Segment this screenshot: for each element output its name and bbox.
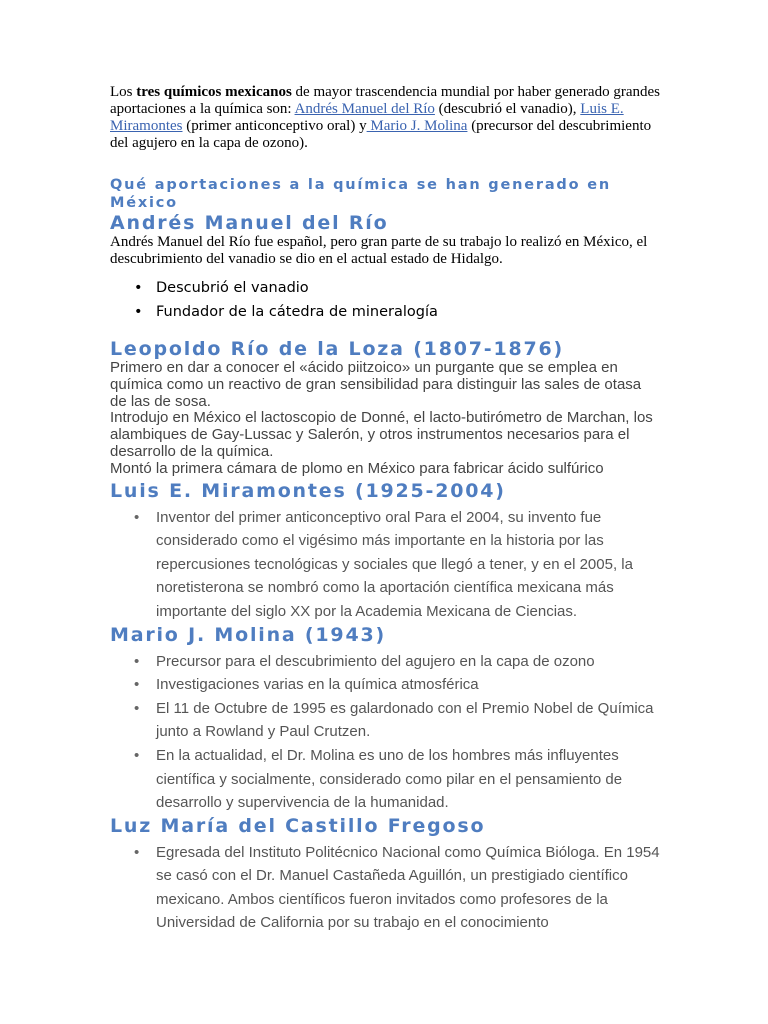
- link-andres-manuel-del-rio[interactable]: Andrés Manuel del Río: [294, 101, 435, 117]
- molina-list: [110, 650, 660, 815]
- list-item: • Egresada del Instituto Politécnico Nacional como Química Bióloga. En 1954 se casó con el Dr. Manuel Castañeda Aguillón, un prestigiado científico mexicano. Ambos científicos fueron invitados como profesores de la Universidad de California por su trabajo en el conocimiento: [156, 841, 660, 935]
- heading-andres-manuel-del-rio: Andrés Manuel del Río: [110, 212, 389, 234]
- list-item: • Inventor del primer anticonceptivo oral Para el 2004, su invento fue considerado como el vigésimo más importante en la historia por las repercusiones tecnológicas y sociales que llegó a tener, y en el 2005, la noretisterona se nombró como la aportación científica mexicana más importante del siglo XX por la Academia Mexicana de Ciencias.: [156, 506, 660, 624]
- list-item: • Fundador de la cátedra de mineralogía: [156, 300, 660, 324]
- heading-mario-molina: Mario J. Molina (1943): [110, 623, 386, 646]
- rio-list: [110, 276, 660, 324]
- list-item: • Precursor para el descubrimiento del agujero en la capa de ozono: [156, 650, 660, 674]
- miramontes-list: [110, 506, 660, 624]
- list-item: • Investigaciones varias en la química atmosférica: [156, 673, 660, 697]
- list-item: • En la actualidad, el Dr. Molina es uno de los hombres más influyentes científica y socialmente, considerado como pilar en el pensamiento de desarrollo y supervivencia de la humanidad.: [156, 744, 660, 815]
- intro-paragraph: [110, 84, 660, 152]
- list-item: • Descubrió el vanadio: [156, 276, 660, 300]
- loza-paragraph-3: Montó la primera cámara de plomo en México para fabricar ácido sulfúrico: [110, 459, 604, 477]
- intro-text: Los: [110, 84, 137, 100]
- loza-paragraph-2: Introdujo en México el lactoscopio de Donné, el lacto-butirómetro de Marchan, los alambiques de Gay-Lussac y Salerón, y otros instrumentos necesarios para el desarrollo de la química.: [110, 409, 653, 460]
- heading-luz-maria-del-castillo: Luz María del Castillo Fregoso: [110, 814, 486, 837]
- intro-text: de mayor trascendencia mundial por haber generado grandes aportaciones a la química son:: [110, 84, 660, 117]
- link-mario-molina[interactable]: Mario J. Molina: [366, 118, 468, 134]
- document-page: [110, 84, 660, 935]
- loza-paragraph-1: Primero en dar a conocer el «ácido piitzoico» un purgante que se emplea en química como un reactivo de gran sensibilidad para distinguir las sales de otasa de las de sosa.: [110, 359, 642, 410]
- heading-leopoldo-rio-de-la-loza: Leopoldo Río de la Loza (1807-1876): [110, 338, 565, 360]
- intro-text: (precursor del descubrimiento del agujero en la capa de ozono).: [110, 118, 652, 151]
- intro-bold: tres químicos mexicanos: [136, 84, 292, 100]
- list-item: • El 11 de Octubre de 1995 es galardonado con el Premio Nobel de Química junto a Rowland y Paul Crutzen.: [156, 697, 660, 744]
- intro-text: (primer anticonceptivo oral) y: [182, 118, 367, 134]
- heading-luis-miramontes: Luis E. Miramontes (1925-2004): [110, 479, 506, 502]
- intro-text: (descubrió el vanadio),: [434, 101, 581, 117]
- main-heading: Qué aportaciones a la química se han generado en México: [110, 177, 611, 211]
- link-luis-miramontes[interactable]: Luis E. Miramontes: [110, 101, 624, 134]
- castillo-list: [110, 841, 660, 935]
- rio-paragraph: Andrés Manuel del Río fue español, pero gran parte de su trabajo lo realizó en México, el descubrimiento del vanadio se dio en el actual estado de Hidalgo.: [110, 234, 648, 267]
